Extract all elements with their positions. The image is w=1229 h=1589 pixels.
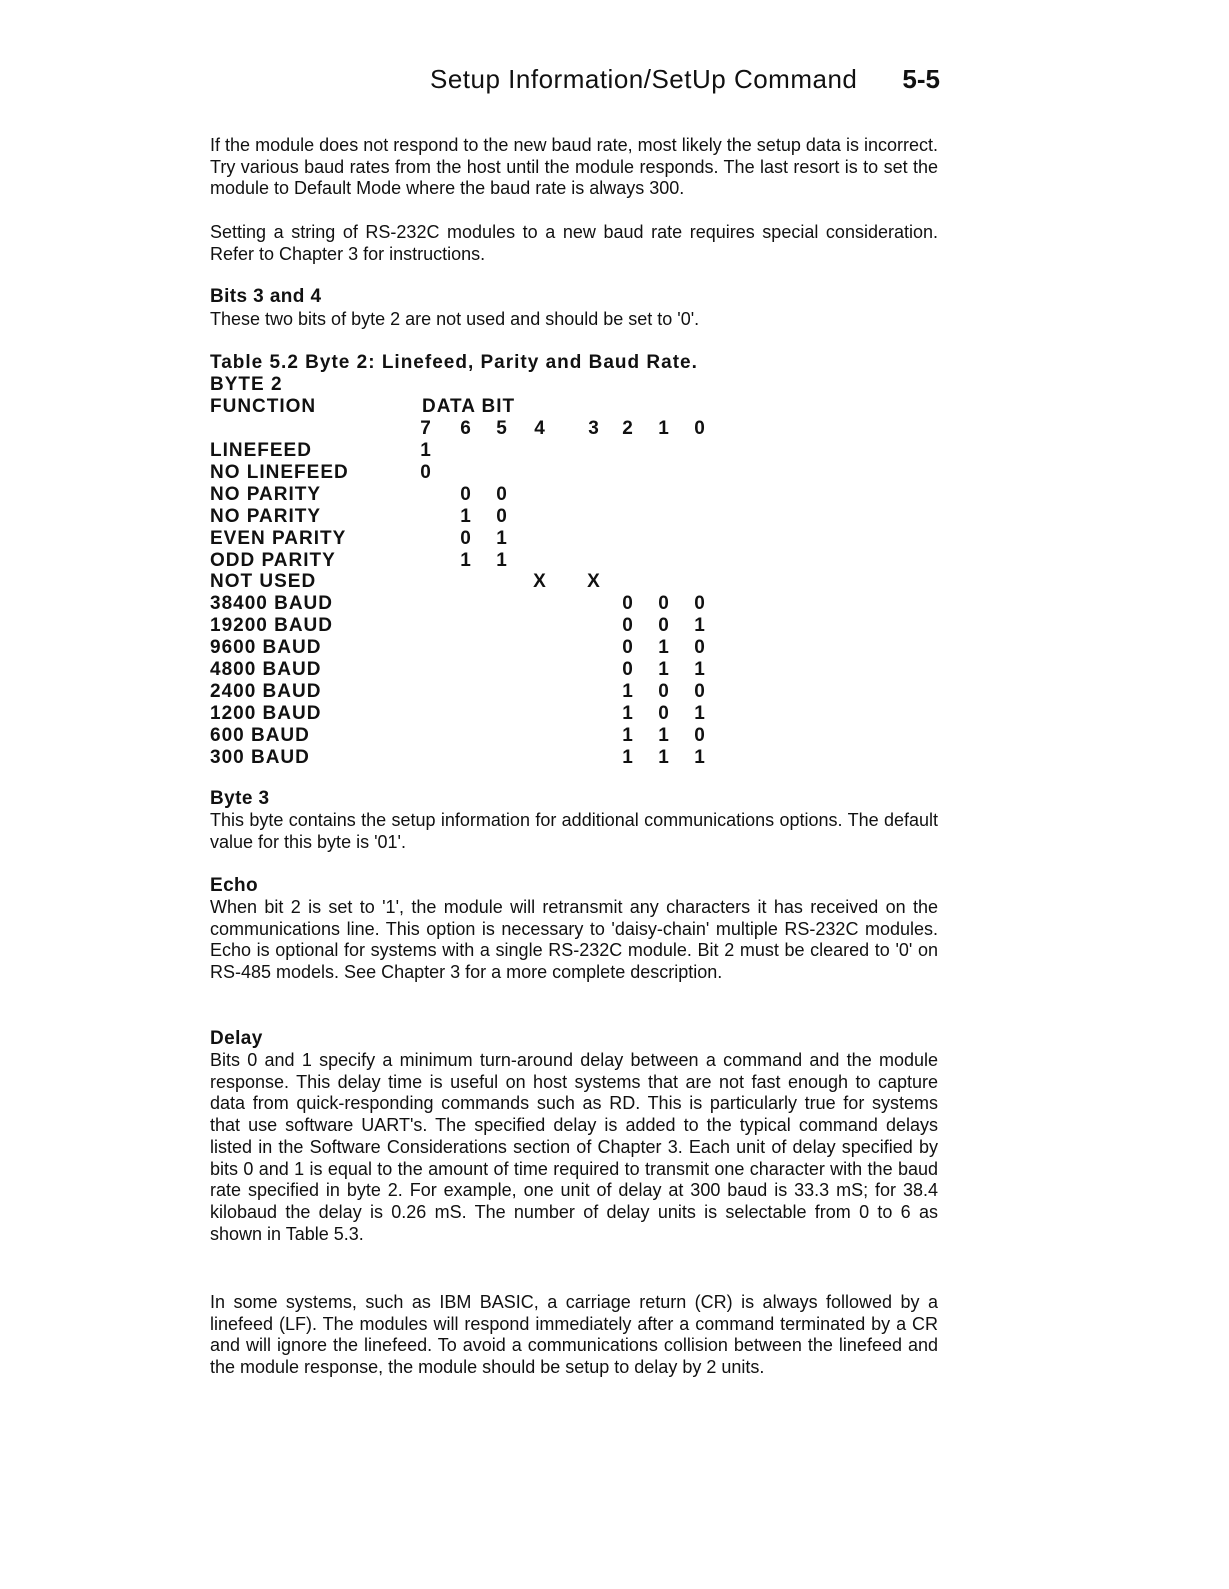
table-bit-cell: 1: [658, 637, 670, 659]
paragraph-echo: When bit 2 is set to '1', the module will retransmit any characters it has received on the communications line. This option is necessary to 'daisy-chain' multiple RS-232C modules. Echo is optional for systems with a single RS-232C module. Bit 2 must be cleared to '0' on RS-485 models. See Chapter 3 for a more complete description.: [210, 897, 938, 983]
table-bit-cell: 1: [658, 746, 670, 768]
bit-header-0: 7: [420, 418, 432, 439]
table-bit-cell: 1: [694, 615, 706, 637]
table-row-function: 38400 BAUD: [210, 593, 333, 615]
table-bit-cell: 0: [658, 615, 670, 637]
paragraph-baud-rate: If the module does not respond to the new baud rate, most likely the setup data is incorrect. Try various baud rates from the host until the module responds. The last resort is to set the module to Default Mode where the baud rate is always 300.: [210, 135, 938, 199]
heading-echo: Echo: [210, 875, 259, 896]
table-bit-cell: 0: [622, 659, 634, 680]
table-bit-cell: 1: [460, 505, 472, 527]
table-caption: Table 5.2 Byte 2: Linefeed, Parity and Baud Rate.: [210, 352, 698, 373]
table-row-function: 300 BAUD: [210, 746, 310, 768]
page-header-title: Setup Information/SetUp Command: [430, 64, 858, 94]
table-bit-cell: X: [587, 571, 601, 593]
table-bit-cell: 0: [694, 593, 706, 615]
table-row-function: EVEN PARITY: [210, 527, 347, 549]
table-bit-cell: 1: [622, 724, 634, 746]
table-bit-cell: X: [533, 571, 547, 593]
table-row-function: 1200 BAUD: [210, 702, 322, 724]
table-function-header: FUNCTION: [210, 396, 317, 417]
table-bit-cell: 1: [622, 680, 634, 702]
table-bit-cell: 1: [496, 527, 508, 549]
bit-header-2: 5: [496, 418, 508, 439]
table-bit-cell: 1: [622, 702, 634, 724]
table-row-function: LINEFEED: [210, 440, 312, 461]
bit-header-1: 6: [460, 418, 472, 439]
page-header: [430, 64, 940, 100]
table-bit-cell: 0: [460, 483, 472, 505]
table-bit-cell: 0: [658, 702, 670, 724]
table-bit-cell: 1: [694, 746, 706, 768]
table-row-function: NO LINEFEED: [210, 461, 349, 483]
table-bit-cell: 1: [622, 746, 634, 768]
table-bit-cell: 1: [694, 702, 706, 724]
table-bit-cell: 1: [460, 549, 472, 571]
table-bit-cell: 0: [694, 724, 706, 746]
heading-byte-3: Byte 3: [210, 788, 270, 809]
table-bit-cell: 0: [694, 637, 706, 659]
table-row-function: 19200 BAUD: [210, 615, 333, 637]
heading-bits-3-4: Bits 3 and 4: [210, 286, 322, 307]
table-bit-cell: 0: [694, 680, 706, 702]
bit-header-4: 3: [588, 418, 600, 439]
paragraph-linefeed-collision: In some systems, such as IBM BASIC, a carriage return (CR) is always followed by a linefeed (LF). The modules will respond immediately after a command terminated by a CR and will ignore the linefeed. To avoid a communications collision between the linefeed and the module response, the module should be setup to delay by 2 units.: [210, 1292, 938, 1378]
table-row-function: ODD PARITY: [210, 549, 336, 571]
table-byte-label: BYTE 2: [210, 374, 283, 395]
paragraph-rs232c-string: Setting a string of RS-232C modules to a new baud rate requires special consideration. Refer to Chapter 3 for instructions.: [210, 222, 938, 264]
table-bit-cell: 1: [658, 724, 670, 746]
table-row-function: 2400 BAUD: [210, 680, 322, 702]
bit-header-7: 0: [694, 418, 706, 439]
table-row-function: 600 BAUD: [210, 724, 310, 746]
bit-header-3: 4: [534, 418, 546, 439]
table-bit-cell: 0: [420, 461, 432, 483]
table-bit-cell: 1: [658, 659, 670, 680]
table-bit-cell: 1: [694, 659, 706, 680]
table-bit-cell: 1: [496, 549, 508, 571]
table-bit-cell: 0: [658, 680, 670, 702]
paragraph-byte-3: This byte contains the setup information for additional communications options. The default value for this byte is '01'.: [210, 810, 938, 852]
table-data-bit-header: DATA BIT: [422, 396, 516, 417]
table-bit-cell: 0: [460, 527, 472, 549]
table-row-function: 4800 BAUD: [210, 659, 322, 680]
table-bit-cell: 1: [420, 440, 432, 461]
table-bit-cell: 0: [658, 593, 670, 615]
heading-delay: Delay: [210, 1028, 263, 1049]
table-bit-cell: 0: [622, 637, 634, 659]
paragraph-bits-3-4: These two bits of byte 2 are not used and should be set to '0'.: [210, 309, 700, 329]
table-row-function: 9600 BAUD: [210, 637, 322, 659]
table-bit-cell: 0: [622, 593, 634, 615]
table-row-function: NO PARITY: [210, 505, 322, 527]
table-bit-cell: 0: [496, 483, 508, 505]
bit-header-6: 1: [658, 418, 670, 439]
table-row-function: NOT USED: [210, 571, 317, 593]
table-row-function: NO PARITY: [210, 483, 322, 505]
paragraph-delay: Bits 0 and 1 specify a minimum turn-around delay between a command and the module response. This delay time is useful on host systems that are not fast enough to capture data from quick-responding commands such as RD. This is particularly true for systems that use software UART's. The specified delay is added to the typical command delays listed in the Software Considerations section of Chapter 3. Each unit of delay specified by bits 0 and 1 is equal to the amount of time required to transmit one character with the baud rate specified in byte 2. For example, one unit of delay at 300 baud is 33.3 mS; for 38.4 kilobaud the delay is 0.26 mS. The number of delay units is selectable from 0 to 6 as shown in Table 5.3.: [210, 1050, 938, 1244]
page-number: 5-5: [902, 64, 940, 94]
table-bit-cell: 0: [496, 505, 508, 527]
bit-header-5: 2: [622, 418, 634, 439]
table-bit-cell: 0: [622, 615, 634, 637]
